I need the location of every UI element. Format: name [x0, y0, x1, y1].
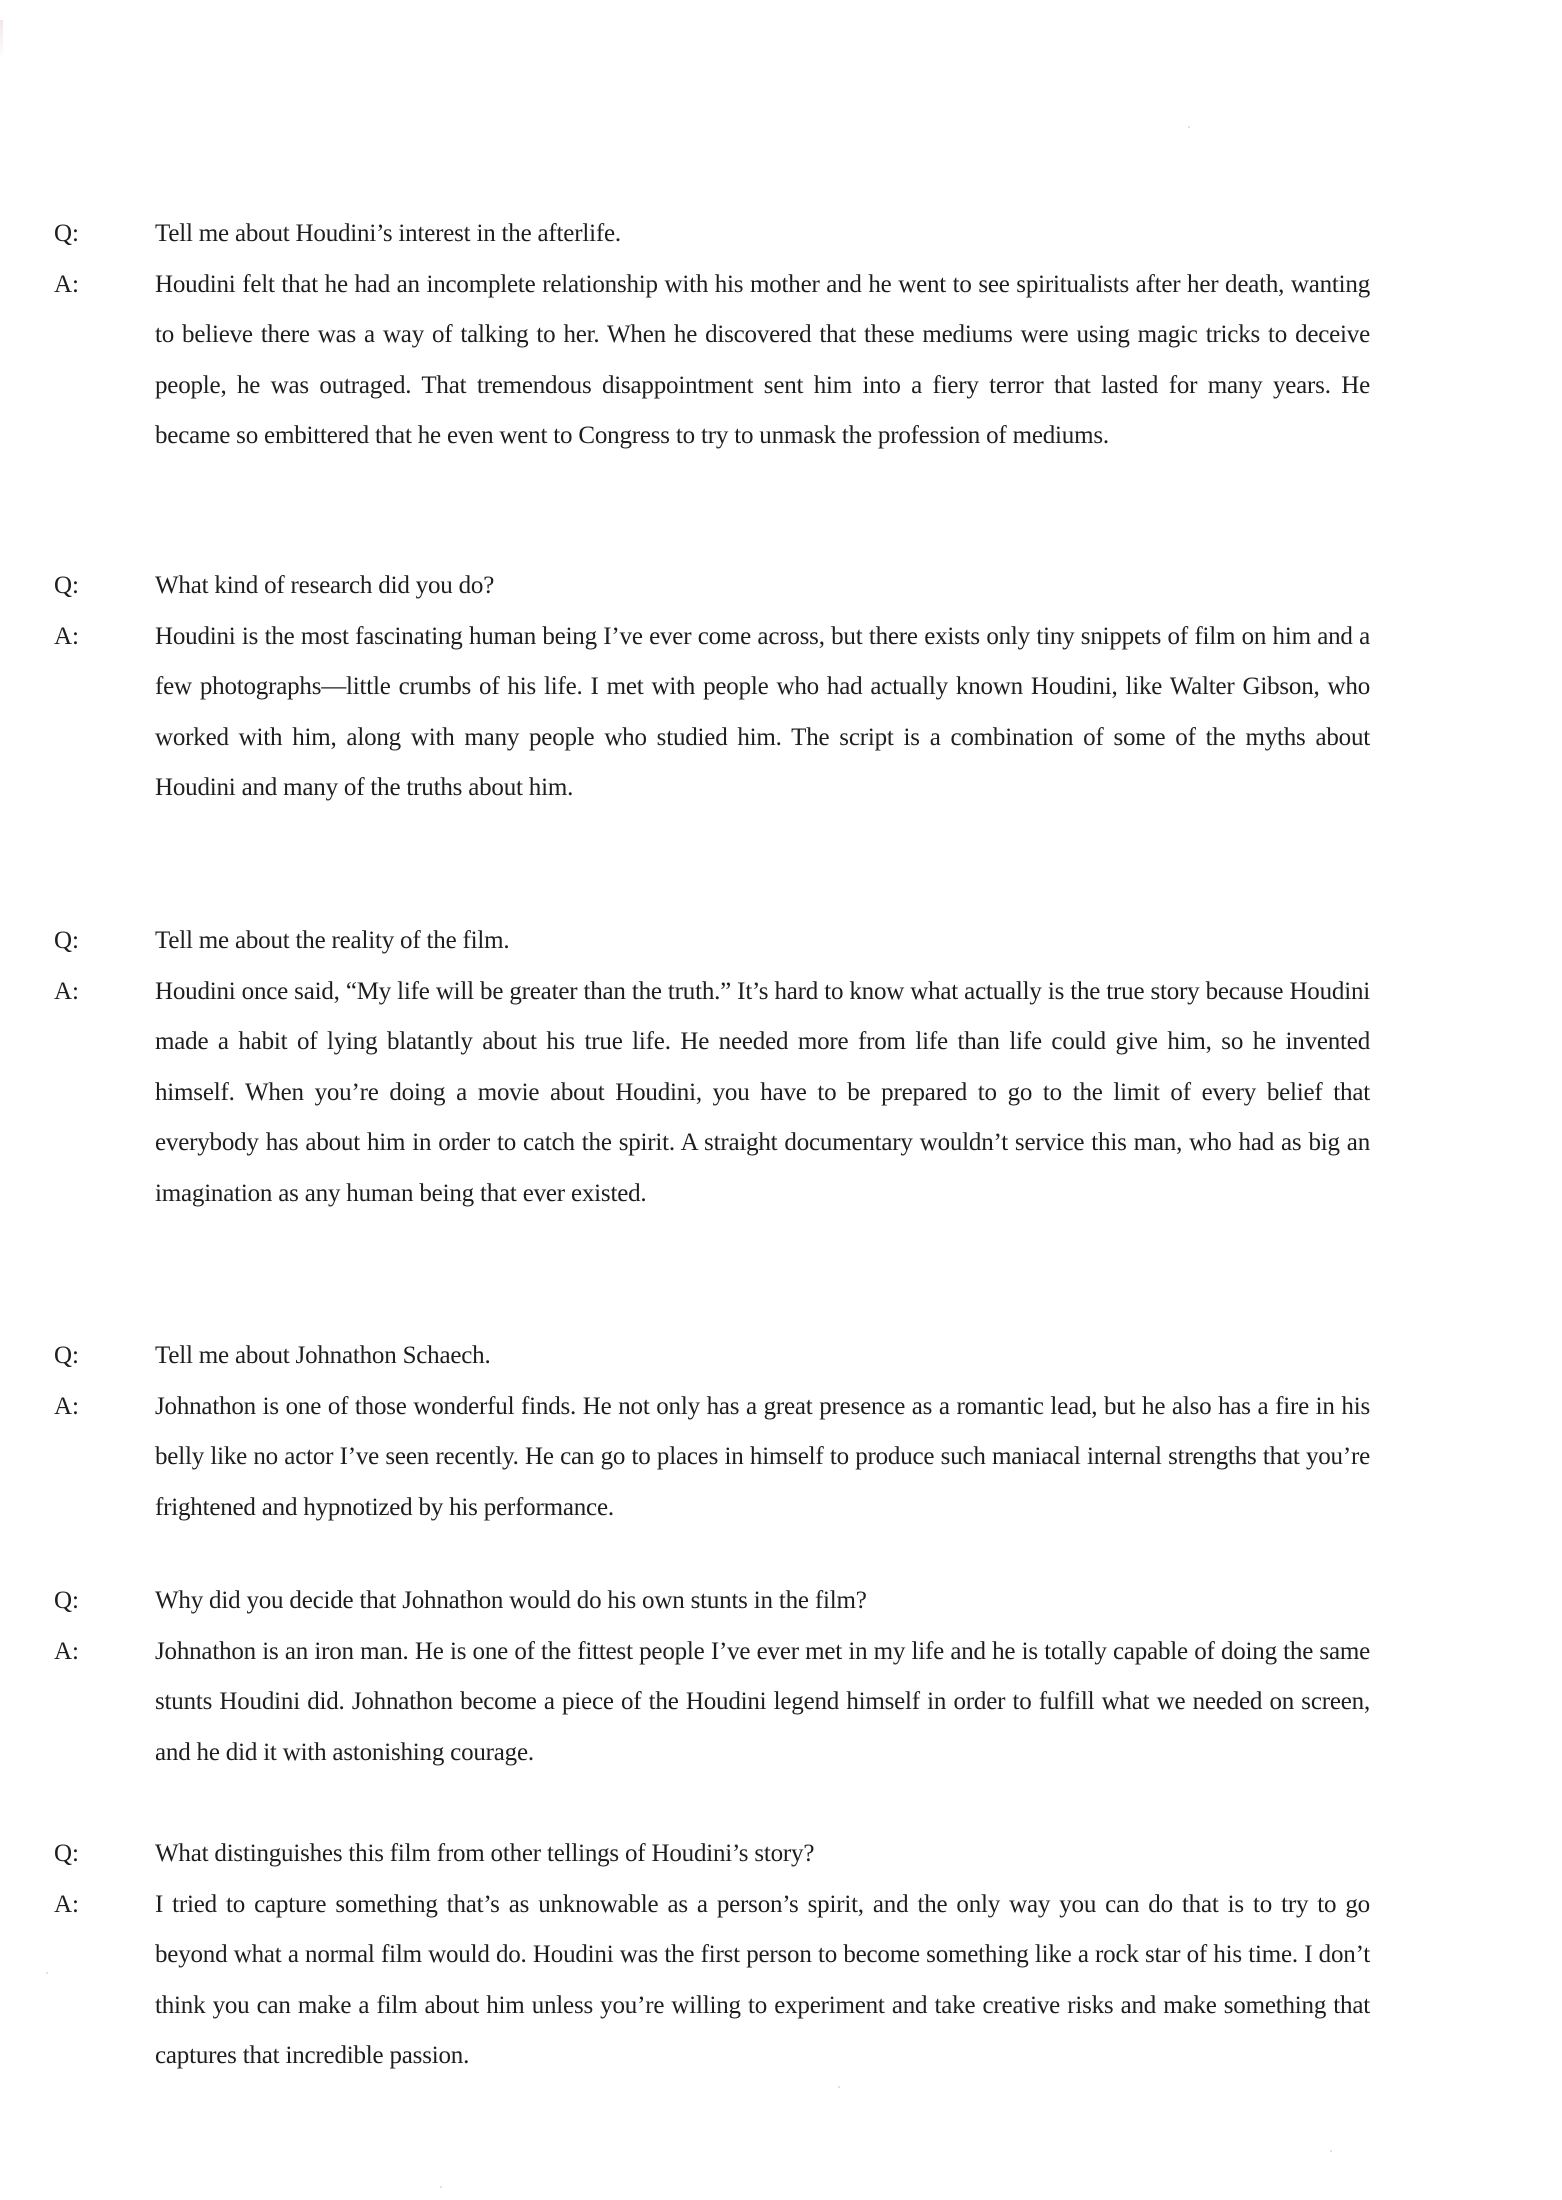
answer-text: Johnathon is an iron man. He is one of the fittest people I’ve ever met in my life and he is totally capable of doing the same stunts Houdini did. Johnathon become a piece of the Houdini legend himself in order to fulfill what we needed on screen, and he did it with astonishing courage.	[155, 1637, 1370, 1766]
qa-block	[0, 916, 1562, 1219]
question-label: Q:	[54, 220, 79, 247]
scan-speck	[838, 2086, 840, 2088]
scan-speck	[1188, 126, 1190, 128]
question-row	[0, 1576, 1562, 1627]
question-row	[0, 916, 1562, 967]
answer-label: A:	[54, 622, 79, 650]
answer-text: I tried to capture something that’s as unknowable as a person’s spirit, and the only way you can do that is to try to go beyond what a normal film would do. Houdini was the first person to become something like a rock star of his time. I don’t think you can make a film about him unless you’re willing to experiment and take creative risks and make something that captures that incredible passion.	[155, 1890, 1370, 2069]
answer-label: A:	[54, 1637, 79, 1665]
answer-text: Houdini once said, “My life will be greater than the truth.” It’s hard to know what actually is the true story because Houdini made a habit of lying blatantly about his true life. He needed more from life than life could give him, so he invented himself. When you’re doing a movie about Houdini, you have to be prepared to go to the limit of every belief that everybody has about him in order to catch the spirit. A straight documentary wouldn’t service this man, who had as big an imagination as any human being that ever existed.	[155, 977, 1370, 1207]
question-row	[0, 1331, 1562, 1382]
answer-row	[0, 612, 1562, 814]
question-row	[0, 1829, 1562, 1880]
answer-row	[0, 1627, 1562, 1779]
question-label: Q:	[54, 1840, 79, 1867]
answer-row	[0, 967, 1562, 1220]
answer-label: A:	[54, 1392, 79, 1420]
answer-label: A:	[54, 1890, 79, 1918]
answer-row	[0, 1880, 1562, 2082]
question-label: Q:	[54, 1587, 79, 1614]
answer-label: A:	[54, 977, 79, 1005]
answer-text: Houdini felt that he had an incomplete relationship with his mother and he went to see spiritualists after her death, wanting to believe there was a way of talking to her. When he discovered that these mediums were using magic tricks to deceive people, he was outraged. That tremendous disappointment sent him into a fiery terror that lasted for many years. He became so embittered that he even went to Congress to try to unmask the profession of mediums.	[155, 270, 1370, 449]
answer-row	[0, 1382, 1562, 1534]
qa-block	[0, 1829, 1562, 2082]
question-text: Tell me about Houdini’s interest in the afterlife.	[155, 220, 621, 247]
question-text: Tell me about the reality of the film.	[155, 927, 510, 954]
question-row	[0, 561, 1562, 612]
question-label: Q:	[54, 572, 79, 599]
scan-edge-mark	[0, 20, 3, 60]
question-text: Why did you decide that Johnathon would do his own stunts in the film?	[155, 1587, 867, 1614]
qa-block	[0, 1331, 1562, 1533]
answer-row	[0, 260, 1562, 462]
question-text: What kind of research did you do?	[155, 572, 495, 599]
answer-label: A:	[54, 270, 79, 298]
answer-text: Houdini is the most fascinating human being I’ve ever come across, but there exists only tiny snippets of film on him and a few photographs—little crumbs of his life. I met with people who had actually known Houdini, like Walter Gibson, who worked with him, along with many people who studied him. The script is a combination of some of the myths about Houdini and many of the truths about him.	[155, 622, 1370, 801]
qa-block	[0, 561, 1562, 814]
scan-speck	[1330, 2150, 1332, 2152]
question-text: What distinguishes this film from other tellings of Houdini’s story?	[155, 1840, 815, 1867]
question-label: Q:	[54, 927, 79, 954]
qa-block	[0, 1576, 1562, 1778]
qa-block	[0, 209, 1562, 462]
question-label: Q:	[54, 1342, 79, 1369]
question-text: Tell me about Johnathon Schaech.	[155, 1342, 491, 1369]
scan-speck	[440, 2186, 442, 2188]
question-row	[0, 209, 1562, 260]
scan-speck	[46, 1972, 48, 1974]
answer-text: Johnathon is one of those wonderful finds. He not only has a great presence as a romantic lead, but he also has a fire in his belly like no actor I’ve seen recently. He can go to places in himself to produce such maniacal internal strengths that you’re frightened and hypnotized by his performance.	[155, 1392, 1370, 1521]
